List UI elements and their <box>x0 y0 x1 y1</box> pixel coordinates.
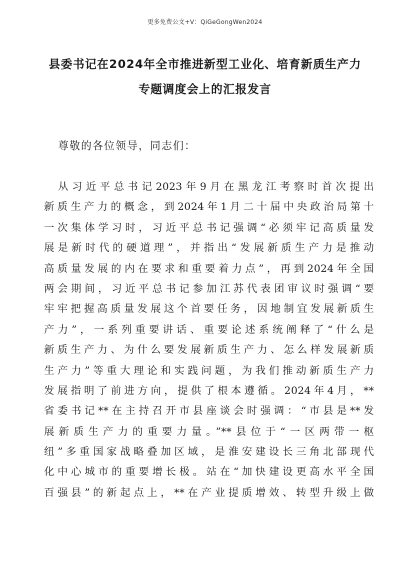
body-line: 省委书记**在主持召开市县座谈会时强调：“市县是**发 <box>44 405 374 418</box>
body-line: 新质生产力、为什么要发展新质生产力、怎么样发展新质 <box>44 344 374 357</box>
document-title-line-2: 专题调度会上的汇报发言 <box>138 82 272 96</box>
body-line: 展是新时代的硬道理”，并指出“发展新质生产力是推动 <box>44 242 374 255</box>
body-line: 高质量发展的内在要求和重要着力点”，再到2024年全国 <box>44 262 374 275</box>
body-line: 新质生产力的概念，到2024年1月二十届中央政治局第十 <box>44 201 374 214</box>
body-line: 展新质生产力的重要力量。”**县位于“一区两带一枢 <box>44 425 374 438</box>
body-line: 纽”多重国家战略叠加区域，是淮安建设长三角北部现代 <box>44 446 374 459</box>
body-line: 化中心城市的重要增长极。站在“加快建设更高水平全国 <box>44 466 374 479</box>
body-line: 发展指明了前进方向，提供了根本遵循。2024年4月，** <box>44 384 374 397</box>
body-text <box>44 177 374 503</box>
body-line: 牢牢把握高质量发展这个首要任务，因地制宜发展新质生 <box>44 303 374 316</box>
header-note: 更多免费公文+V：QiGeGongWen2024 <box>147 19 263 26</box>
document-title-line-1: 县委书记在2024年全市推进新型工业化、培育新质生产力 <box>48 57 362 71</box>
body-line: 百强县”的新起点上，**在产业提质增效、转型升级上做 <box>44 486 374 499</box>
salutation: 尊敬的各位领导，同志们： <box>58 140 196 152</box>
body-line: 一次集体学习时，习近平总书记强调“必须牢记高质量发 <box>44 221 374 234</box>
body-line: 生产力”等重大理论和实践问题，为我们推动新质生产力 <box>44 364 374 377</box>
body-line: 两会期间，习近平总书记参加江苏代表团审议时强调“要 <box>44 282 374 295</box>
body-line: 产力”，一系列重要讲话、重要论述系统阐释了“什么是 <box>44 323 374 336</box>
body-line: 从习近平总书记2023年9月在黑龙江考察时首次提出 <box>58 181 374 193</box>
